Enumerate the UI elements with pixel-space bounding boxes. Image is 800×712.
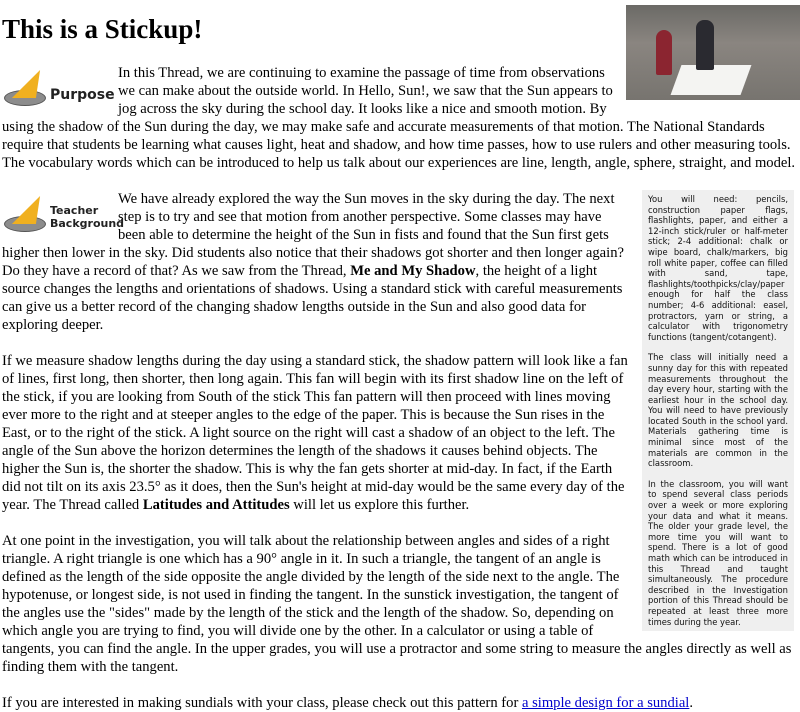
teacher-background-sundial-icon: Teacher Background xyxy=(2,194,114,238)
purpose-paragraph: Purpose In this Thread, we are continuing to examine the passage of time from observations we can make about the outside world. In Hello, Sun!, we saw that the Sun appears to jog across the sky during the school day. It looks like a nice and smooth motion. By using the shadow of the Sun during the day, we may make safe and accurate measurements of that motion. The National Standards require that students be learning what causes light, heat and shadow, and how time passes, how to use rulers and other measuring tools. The vocabulary words which can be introduced to help us talk about our experiences are line, length, angle, sphere, straight, and model. xyxy=(2,65,796,171)
tangent-paragraph: At one point in the investigation, you will talk about the relationship between angles and sides of a right triangle. A right triangle is one which has a 90° angle in it. In such a triangle, the tangent of an angle is defined as the length of the side opposite the angle divided by the length of the side next to the angle. The hypotenuse, or longest side, is not used in finding the tangent. In the sunstick investigation, the tangent of the angles use the "sides" made by the length of the stick and the length of the shadow. So, depending on which angle you are trying to find, you will divide one by the other. In a calculator or using a table of tangents, you can find the angle. In the upper grades, you will use a protractor and some string to measure the angles directly as well as finding them with the tangent. xyxy=(2,533,792,675)
purpose-sundial-icon: Purpose xyxy=(2,68,114,112)
sundial-design-link[interactable]: a simple design for a sundial xyxy=(521,695,690,711)
shadow-fan-paragraph: If we measure shadow lengths during the day using a standard stick, the shadow pattern will look like a fan of lines, first long, then shorter, then long again. This fan will begin with its first shadow line on the left of the stick, if you are looking from South of the stick This fan pattern will then proceed with lines moving ever more to the right and at steeper angles to the edge of the paper. This is because the Sun rises in the East, or to the right of the stick. A light source on the right will cast a shadow of an object to the left. The angle of the Sun above the horizon determines the length of the shadows it causes behind objects. The higher the Sun is, the shorter the shadow. This is why the fan gets shorter at mid-day. In fact, if the Earth did not tilt on its axis 23.5° as it does, then the Sun's height at mid-day would be the same every day of the year. The Thread called Latitudes and Attitudes will let us explore this further. xyxy=(2,353,628,513)
teacher-background-paragraph: Teacher Background We have already explored the way the Sun moves in the sky during the day. The next step is to try and see that motion from another perspective. Some classes may have been able to determine the height of the Sun in fists and found that the Sun first gets higher then lower in the sky. Did students also notice that their shadows got shorter and then longer again? Do they have a record of that? As we saw from the Thread, Me and My Shadow, the height of a light source changes the lengths and orientations of shadows. Using a standard stick with careful measurements can give us a better record of the changing shadow lengths outside in the Sun and also good data for exploring deeper. xyxy=(2,191,624,333)
sidebar-classroom: In the classroom, you will want to spend several class periods over a week or more exploring your data and what it means. The older your grade level, the more time you will want to spend. There is a lot of good math which can be introduced in this Thread and taught simultaneously. The procedure described in the Investigation portion of this Thread should be repeated at least three more times during the year. xyxy=(648,478,788,627)
materials-sidebar xyxy=(642,190,794,631)
sidebar-materials: You will need: pencils, construction paper flags, flashlights, paper, and either a 12-inch stick/ruler or half-meter stick; 2-4 additional: chalk or wipe board, chalk/markers, big roll white paper, coffee can filled with sand, tape, flashlights/toothpicks/clay/paper enough for half the class number; 4-6 additional: easel, protractors, yarn or string, a calculator with trigonometry functions (tangent/cotangent). xyxy=(648,194,788,342)
page-title: This is a Stickup! xyxy=(2,14,203,44)
students-measuring-shadow-photo xyxy=(626,5,800,100)
sundial-paragraph: If you are interested in making sundials with your class, please check out this pattern for a simple design for a sundial. xyxy=(2,695,694,711)
sidebar-time: The class will initially need a sunny day for this with repeated measurements throughout the day every hour, starting with the earliest hour in the school day. You will need to have previously located South in the school yard. Materials gathering time is minimal since most of the materials are common in the classroom. xyxy=(648,352,788,469)
